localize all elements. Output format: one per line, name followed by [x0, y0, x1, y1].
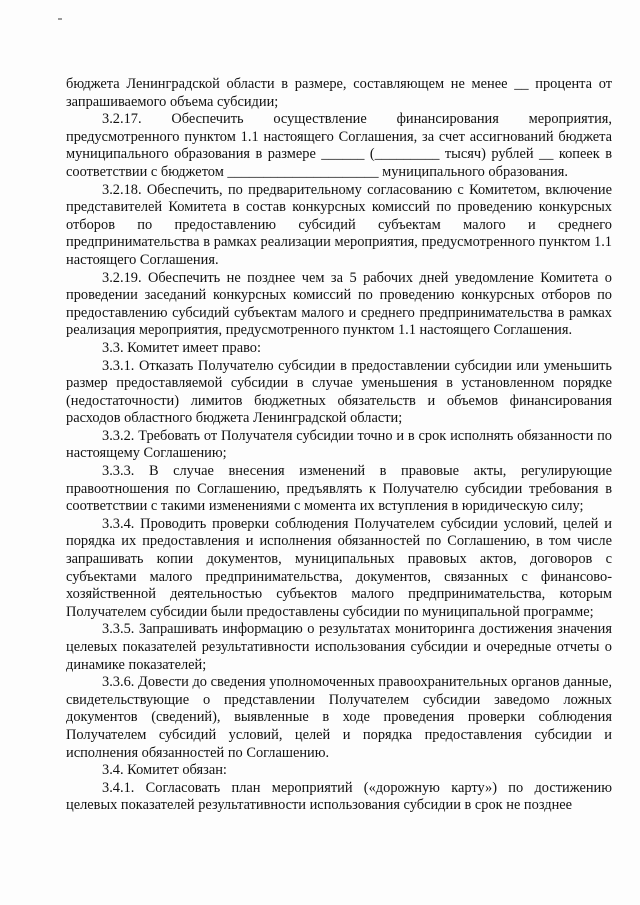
- paragraph: 3.2.19. Обеспечить не позднее чем за 5 рабочих дней уведомление Комитета о проведении заседаний конкурсных комиссий по проведению конкурсных отборов по предоставлению субсидий субъектам малого и среднего предпринимательства в рамках реализация мероприятия, предусмотренного пунктом 1.1 настоящего Соглашения.: [66, 269, 612, 339]
- paragraph: 3.3.6. Довести до сведения уполномоченных правоохранительных органов данные, свидетельствующие о представлении Получателем субсидии заведомо ложных документов (сведений), выявленные в ходе проведения проверки соблюдения Получателем субсидий условий, целей и порядка предоставления субсидии и исполнения обязанностей по Соглашению.: [66, 674, 612, 761]
- paragraph: 3.4.1. Согласовать план мероприятий («дорожную карту») по достижению целевых показателей результативности использования субсидии в срок не позднее: [66, 779, 612, 814]
- paragraph: 3.3. Комитет имеет право:: [102, 339, 261, 356]
- paragraph: 3.3.1. Отказать Получателю субсидии в предоставлении субсидии или уменьшить размер предоставляемой субсидии в случае уменьшения в установленном порядке (недостаточности) лимитов бюджетных обязательств и объемов финансирования расходов областного бюджета Ленинградской области;: [66, 357, 612, 427]
- paragraph: 3.3.4. Проводить проверки соблюдения Получателем субсидии условий, целей и порядка их предоставления и исполнения обязанностей по Соглашению, в том числе запрашивать копии документов, муниципальных правовых актов, договоров с субъектами малого предпринимательства, документов, связанных с финансово-хозяйственной деятельностью субъектов малого предпринимательства, которым Получателем субсидии были предоставлены субсидии по муниципальной программе;: [66, 515, 612, 620]
- scan-mark: [58, 18, 62, 20]
- document-body: [66, 76, 612, 815]
- paragraph: 3.3.2. Требовать от Получателя субсидии точно и в срок исполнять обязанности по настоящему Соглашению;: [66, 427, 612, 462]
- paragraph: 3.4. Комитет обязан:: [102, 762, 227, 779]
- paragraph: 3.2.18. Обеспечить, по предварительному согласованию с Комитетом, включение представителей Комитета в состав конкурсных комиссий по проведению конкурсных отборов по предоставлению субсидий субъектам малого и среднего предпринимательства в рамках реализации мероприятия, предусмотренного пунктом 1.1 настоящего Соглашения.: [66, 181, 612, 268]
- paragraph: 3.3.5. Запрашивать информацию о результатах мониторинга достижения значения целевых показателей результативности использования субсидии и очередные отчеты о динамике показателей;: [66, 621, 612, 673]
- paragraph: 3.3.3. В случае внесения изменений в правовые акты, регулирующие правоотношения по Соглашению, предъявлять к Получателю субсидии требования в соответствии с такими изменениями с момента их вступления в юридическую силу;: [66, 463, 612, 515]
- paragraph: 3.2.17. Обеспечить осуществление финансирования мероприятия, предусмотренного пунктом 1.1 настоящего Соглашения, за счет ассигнований бюджета муниципального образования в размере ______ (_________ тысяч) рублей __ копеек в соответствии с бюджетом _____________________ муниципального образования.: [66, 111, 612, 180]
- paragraph: бюджета Ленинградской области в размере, составляющем не менее __ процента от запрашиваемого объема субсидии;: [66, 76, 612, 110]
